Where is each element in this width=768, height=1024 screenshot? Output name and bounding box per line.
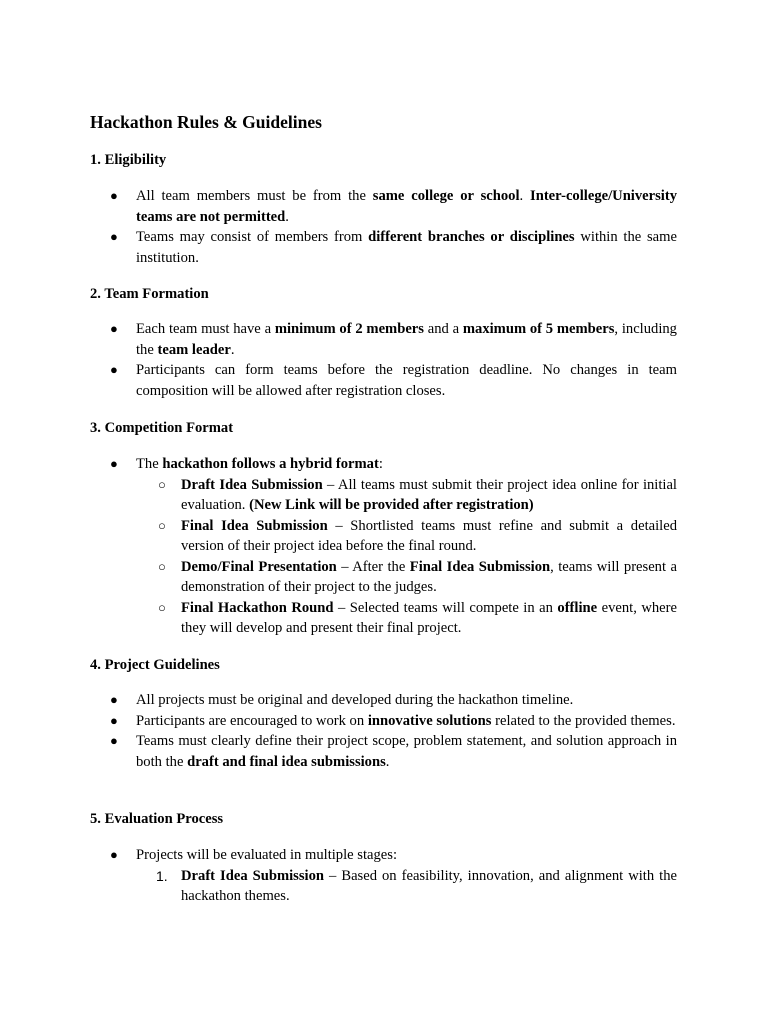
- bullet-icon: ●: [110, 847, 118, 862]
- project-guidelines-list: [90, 690, 677, 772]
- sub-list-item: ○ Demo/Final Presentation – After the Final Idea Submission, teams will present a demonstration of their project to the judges.: [158, 558, 677, 595]
- bullet-icon: ●: [110, 456, 118, 471]
- team-formation-list: [90, 319, 677, 401]
- sub-list-item: ○ Draft Idea Submission – All teams must submit their project idea online for initial evaluation. (New Link will be provided after registration): [158, 476, 677, 513]
- list-item: ● Projects will be evaluated in multiple stages:: [90, 845, 677, 866]
- hollow-bullet-icon: ○: [158, 476, 166, 492]
- eligibility-list: [90, 186, 677, 268]
- list-item: ● All team members must be from the same college or school. Inter-college/University teams are not permitted.: [110, 188, 678, 225]
- evaluation-process-list: [90, 845, 677, 907]
- bullet-icon: ●: [110, 362, 118, 377]
- section-heading-team-formation: 2. Team Formation: [90, 286, 209, 302]
- list-item: ● Each team must have a minimum of 2 members and a maximum of 5 members, including the team leader.: [110, 321, 677, 358]
- list-item: ● Participants can form teams before the registration deadline. No changes in team composition will be allowed after registration closes.: [110, 362, 677, 399]
- section-heading-competition-format: 3. Competition Format: [90, 420, 234, 436]
- list-item: ● Teams may consist of members from different branches or disciplines within the same institution.: [110, 229, 677, 266]
- bullet-icon: ●: [110, 692, 118, 707]
- document-title: Hackathon Rules & Guidelines: [90, 112, 322, 132]
- bullet-icon: ●: [110, 188, 118, 203]
- list-item: ● The hackathon follows a hybrid format:: [90, 454, 677, 475]
- list-number: 1.: [156, 867, 168, 884]
- section-heading-eligibility: 1. Eligibility: [90, 152, 167, 168]
- hollow-bullet-icon: ○: [158, 517, 166, 533]
- competition-format-list: [90, 454, 677, 639]
- hollow-bullet-icon: ○: [158, 558, 166, 574]
- bullet-icon: ●: [110, 712, 118, 728]
- bullet-icon: ●: [110, 321, 118, 336]
- numbered-list-item: 1. Draft Idea Submission – Based on feasibility, innovation, and alignment with the hackathon themes.: [156, 867, 677, 904]
- sub-list-item: ○ Final Hackathon Round – Selected teams will compete in an offline event, where they will develop and present their final project.: [158, 599, 677, 636]
- bullet-icon: ●: [110, 733, 118, 748]
- list-item: ● Participants are encouraged to work on innovative solutions related to the provided themes.: [90, 711, 677, 732]
- hollow-bullet-icon: ○: [158, 599, 166, 615]
- list-item: ● All projects must be original and developed during the hackathon timeline.: [90, 690, 677, 711]
- list-item: ● Teams must clearly define their project scope, problem statement, and solution approach in both the draft and final idea submissions.: [110, 733, 677, 770]
- section-heading-project-guidelines: 4. Project Guidelines: [90, 657, 220, 673]
- section-heading-evaluation-process: 5. Evaluation Process: [90, 811, 224, 827]
- bullet-icon: ●: [110, 229, 118, 244]
- sub-list-item: ○ Final Idea Submission – Shortlisted teams must refine and submit a detailed version of their project idea before the final round.: [158, 517, 677, 554]
